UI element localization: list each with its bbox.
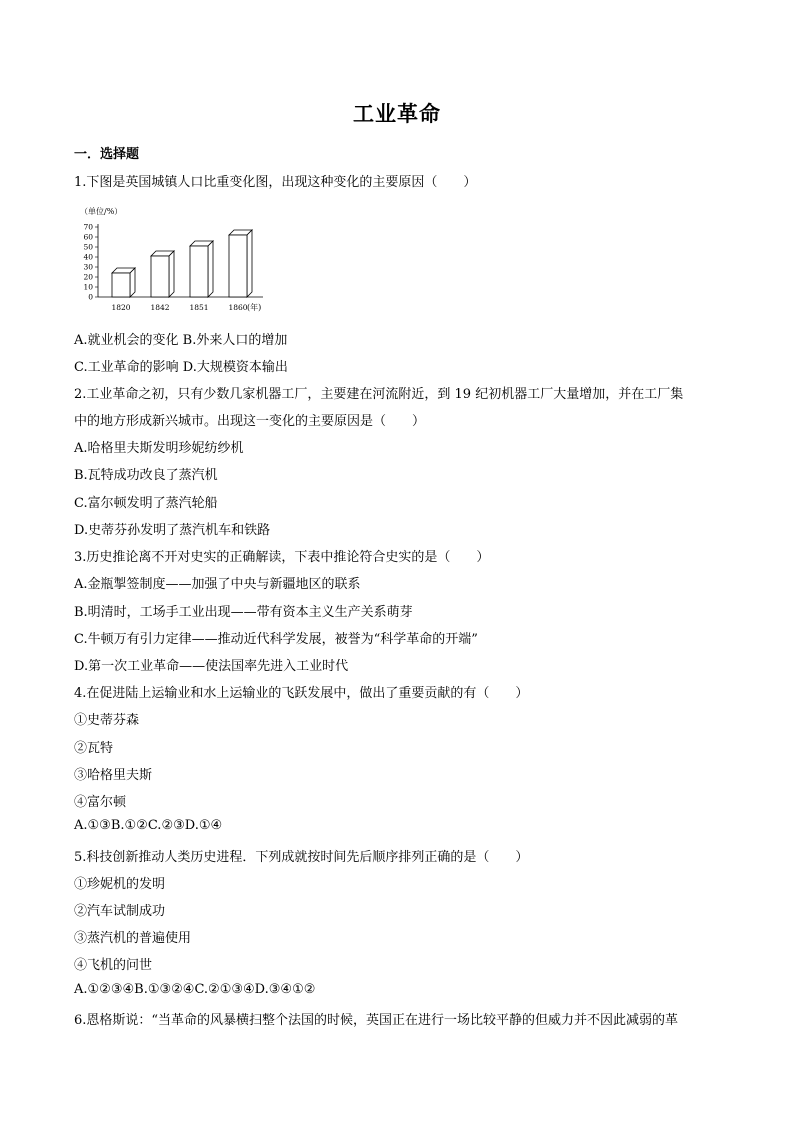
question-2-option-c: C.富尔顿发明了蒸汽轮船 (74, 496, 218, 511)
question-2-stem-line-2: 中的地方形成新兴城市。出现这一变化的主要原因是（ ） (74, 414, 426, 429)
question-5-options: A.①②③④B.①③②④C.②①③④D.③④①② (74, 982, 316, 997)
question-4-options: A.①③B.①②C.②③D.①④ (74, 818, 223, 833)
chart-bar-side (169, 251, 174, 297)
chart-x-unit: (年) (247, 303, 262, 312)
question-4-stem: 4.在促进陆上运输业和水上运输业的飞跃发展中，做出了重要贡献的有（ ） (74, 686, 529, 701)
question-6-stem: 6.恩格斯说：“当革命的风暴横扫整个法国的时候，英国正在进行一场比较平静的但威力并不因此减弱的革 (74, 1013, 679, 1028)
question-3-option-c: C.牛顿万有引力定律——推动近代科学发展，被誉为“科学革命的开端” (74, 632, 478, 647)
chart-x-tick-label: 1842 (150, 303, 170, 312)
question-4-item-1: ①史蒂芬森 (74, 713, 140, 728)
section-heading: 一．选择题 (74, 147, 140, 162)
chart-ylabel: （单位/%） (80, 207, 123, 216)
chart-y-tick-label: 40 (83, 252, 93, 262)
chart-y-tick-label: 70 (83, 222, 93, 232)
question-4-item-4: ④富尔顿 (74, 795, 127, 810)
question-2-option-d: D.史蒂芬孙发明了蒸汽机车和铁路 (74, 523, 271, 538)
question-5-item-3: ③蒸汽机的普遍使用 (74, 931, 192, 946)
question-2-option-b: B.瓦特成功改良了蒸汽机 (74, 468, 218, 483)
question-3-option-a: A.金瓶掣签制度——加强了中央与新疆地区的联系 (74, 577, 361, 592)
question-3-option-d: D.第一次工业革命——使法国率先进入工业时代 (74, 659, 349, 674)
chart-bar (151, 256, 169, 297)
question-5-item-4: ④飞机的问世 (74, 958, 153, 973)
question-2-stem-line-1: 2.工业革命之初，只有少数几家机器工厂，主要建在河流附近，到 19 纪初机器工厂大量增加，并在工厂集 (74, 387, 684, 402)
question-2-option-a: A.哈格里夫斯发明珍妮纺纱机 (74, 441, 244, 456)
question-4-item-3: ③哈格里夫斯 (74, 768, 153, 783)
chart-bar (190, 246, 208, 297)
chart-bar-side (208, 241, 213, 297)
question-1-stem: 1.下图是英国城镇人口比重变化图，出现这种变化的主要原因（ ） (74, 175, 477, 190)
chart-x-tick-label: 1820 (111, 303, 131, 312)
chart-y-tick-label: 30 (83, 262, 93, 272)
chart-bar-side (247, 230, 252, 297)
chart-y-tick-label: 0 (88, 292, 93, 302)
chart-y-tick-label: 10 (83, 282, 93, 292)
chart-y-tick-label: 20 (83, 272, 93, 282)
question-3-option-b: B.明清时，工场手工业出现——带有资本主义生产关系萌芽 (74, 605, 413, 620)
chart-bar (229, 235, 247, 297)
question-1-options-ab: A.就业机会的变化 B.外来人口的增加 (74, 333, 288, 348)
chart-x-tick-label: 1851 (189, 303, 209, 312)
question-1-options-cd: C.工业革命的影响 D.大规模资本输出 (74, 360, 288, 375)
urban-population-bar-chart (78, 202, 278, 322)
chart-y-tick-label: 50 (83, 242, 93, 252)
question-4-item-2: ②瓦特 (74, 741, 114, 756)
page-title: 工业革命 (353, 102, 441, 126)
chart-y-tick-label: 60 (83, 232, 93, 242)
chart-bar-side (130, 268, 135, 297)
question-5-stem: 5.科技创新推动人类历史进程．下列成就按时间先后顺序排列正确的是（ ） (74, 850, 529, 865)
question-5-item-2: ②汽车试制成功 (74, 904, 166, 919)
chart-x-tick-label: 1860 (228, 303, 248, 312)
question-3-stem: 3.历史推论离不开对史实的正确解读，下表中推论符合史实的是（ ） (74, 550, 490, 565)
question-5-item-1: ①珍妮机的发明 (74, 877, 166, 892)
chart-bar (112, 273, 130, 297)
